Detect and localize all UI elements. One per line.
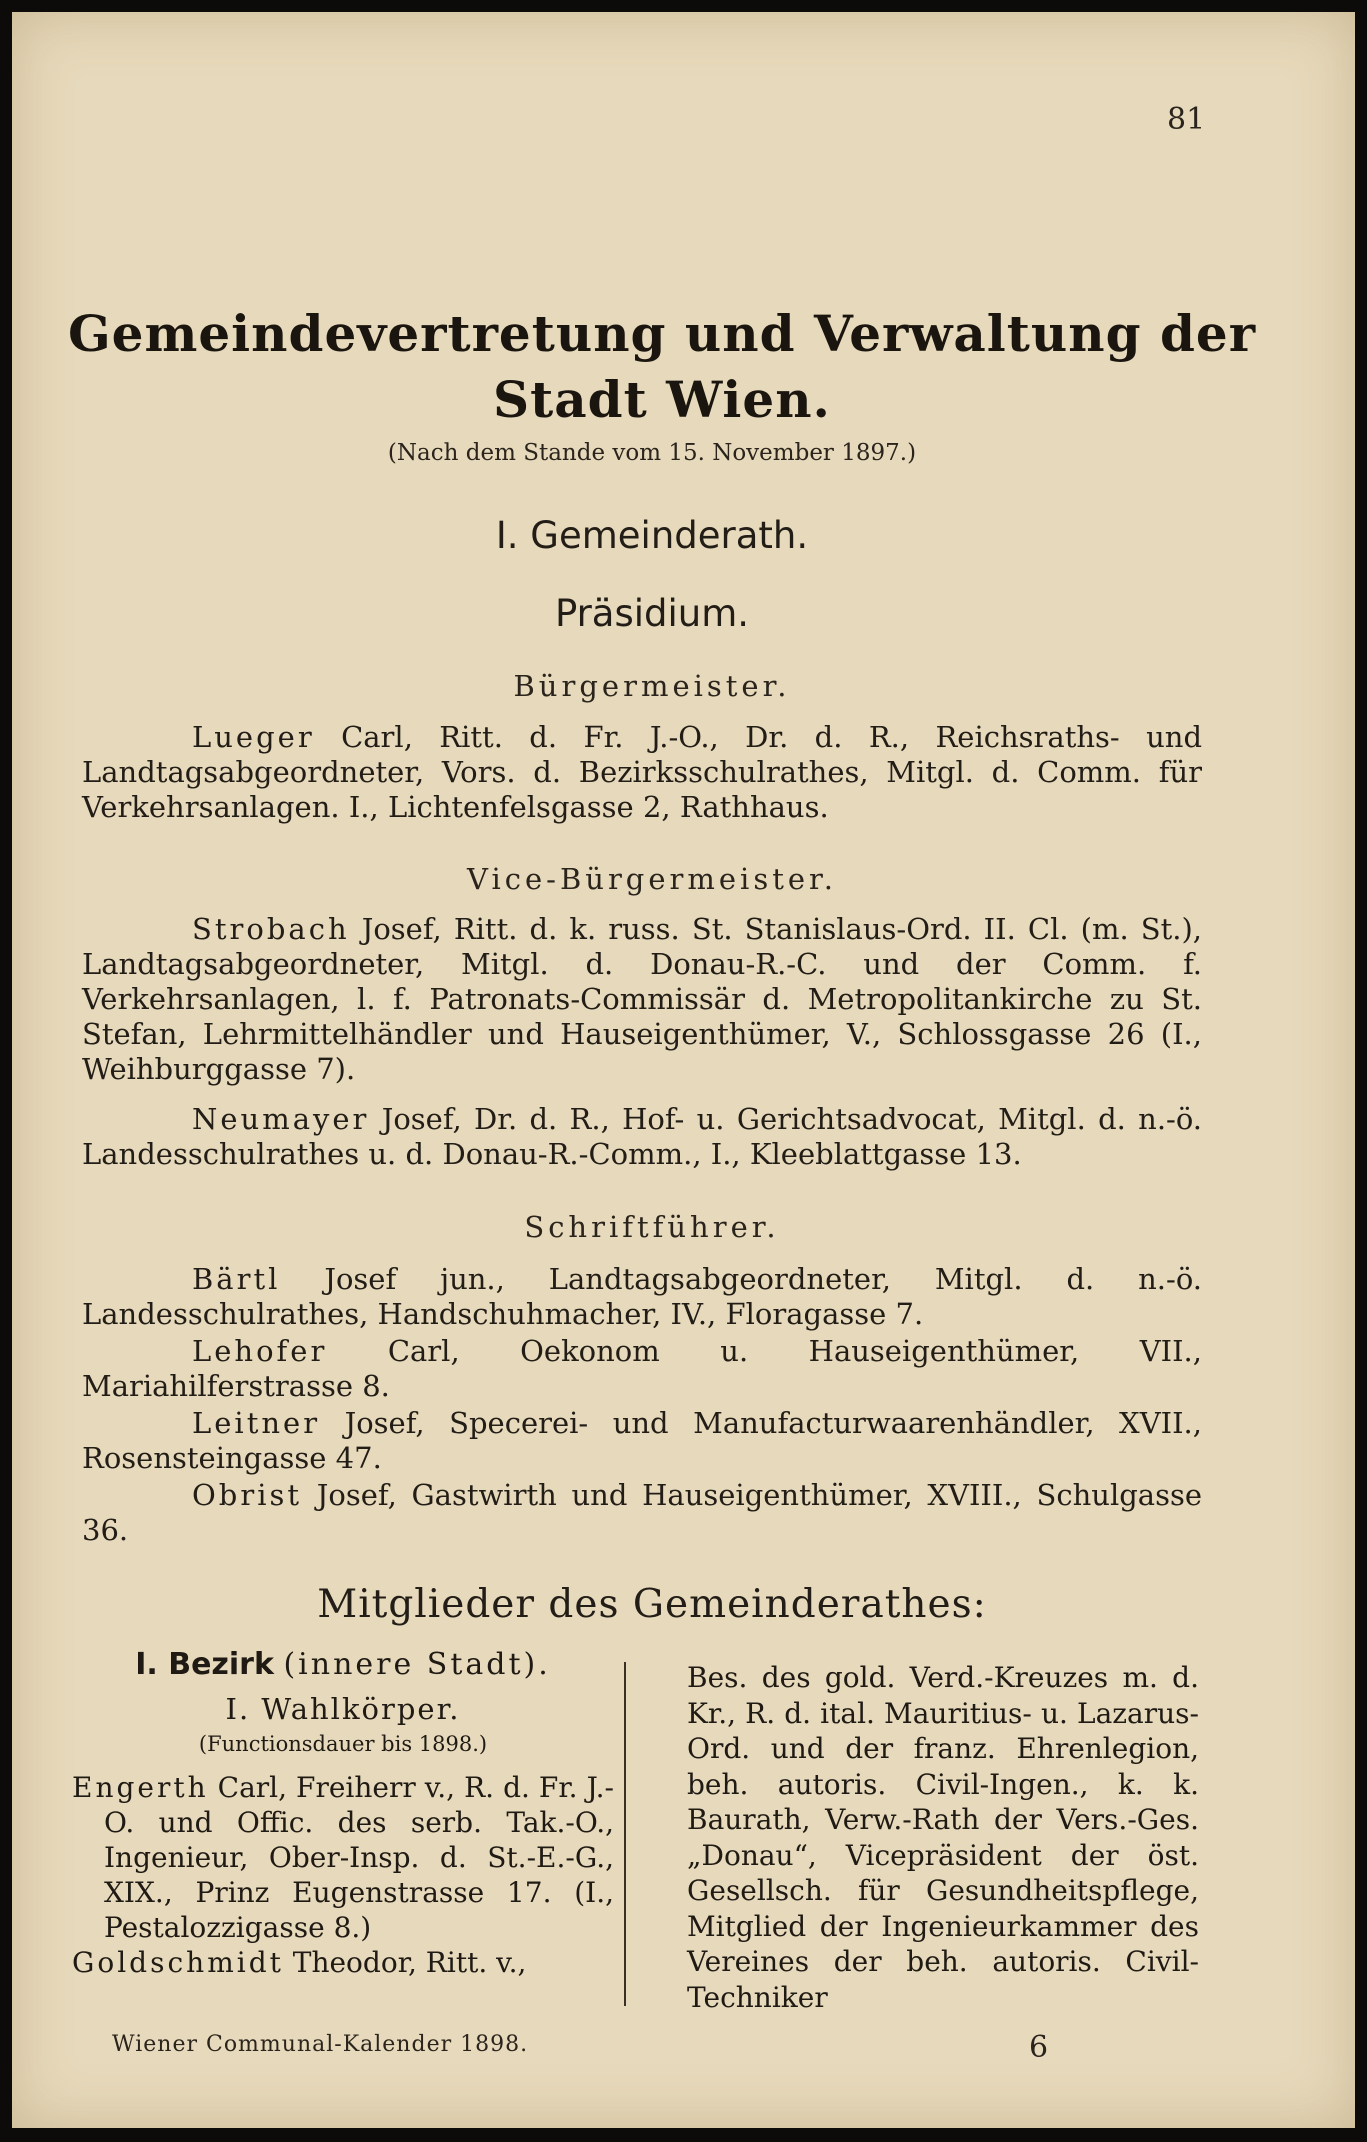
person-details: Josef jun., Landtagsabgeordneter, Mitgl. d. n.-ö. Landesschulrathes, Handschuhmacher, IV., Floragasse 7. — [82, 1262, 1202, 1331]
person-details: Theodor, Ritt. v., — [292, 1946, 527, 1979]
person-name: Bärtl — [192, 1262, 281, 1296]
title-line-2: Stadt Wien. — [493, 370, 831, 429]
subtitle-date: (Nach dem Stande vom 15. November 1897.) — [387, 440, 917, 466]
person-details: Josef, Specerei- und Manufacturwaarenhändler, XVII., Rosensteingasse 47. — [82, 1406, 1202, 1475]
person-details: Josef, Ritt. d. k. russ. St. Stanislaus-Ord. II. Cl. (m. St.), Landtagsabgeordneter, Mitgl. d. Donau-R.-C. und der Comm. f. Verkehrsanlagen, l. f. Patronats-Commissär d. Metropolitankirche zu St. Stefan, Lehrmittelhändler und Hauseigenthümer, V., Schlossgasse 26 (I., Weihburggasse 7). — [82, 912, 1202, 1086]
buergermeister-entry — [82, 720, 1202, 825]
vice-buergermeister-entry — [82, 912, 1202, 1087]
functionsdauer-note: (Functionsdauer bis 1898.) — [198, 1732, 488, 1756]
schriftfuehrer-entry — [82, 1406, 1202, 1476]
section-heading: I. Gemeinderath. — [495, 514, 809, 557]
schriftfuehrer-entry — [82, 1334, 1202, 1404]
buergermeister-heading: Bürgermeister. — [513, 669, 791, 703]
district-heading — [72, 1647, 614, 1682]
vice-buergermeister-heading: Vice-Bürgermeister. — [467, 862, 837, 896]
person-details: Carl, Freiherr v., R. d. Fr. J.-O. und Offic. des serb. Tak.-O., Ingenieur, Ober-Insp. d. St.-E.-G., XIX., Prinz Eugenstrasse 17. (I., Pestalozzigasse 8.) — [104, 1771, 615, 1944]
member-list — [72, 1770, 614, 1980]
title-line-1: Gemeindevertretung und Verwaltung der — [67, 304, 1257, 363]
person-details: Carl, Oekonom u. Hauseigenthümer, VII., Mariahilferstrasse 8. — [82, 1334, 1202, 1403]
members-heading: Mitglieder des Gemeinderathes: — [317, 1582, 987, 1627]
person-name: Lehofer — [192, 1334, 328, 1368]
person-details: Josef, Gastwirth und Hauseigenthümer, XVIII., Schulgasse 36. — [82, 1478, 1203, 1547]
person-name: Strobach — [192, 912, 350, 946]
sheet-number: 6 — [1029, 2030, 1049, 2065]
person-name: Leitner — [192, 1406, 321, 1440]
person-name: Lueger — [192, 720, 315, 754]
person-name: Obrist — [192, 1478, 303, 1512]
person-name: Engerth — [72, 1771, 209, 1804]
subsection-heading: Präsidium. — [554, 592, 750, 635]
person-details: Josef, Dr. d. R., Hof- u. Gerichtsadvocat, Mitgl. d. n.-ö. Landesschulrathes u. d. Donau-R.-Comm., I., Kleeblattgasse 13. — [82, 1102, 1203, 1171]
schriftfuehrer-entry — [82, 1478, 1202, 1548]
list-item — [72, 1770, 614, 1945]
document-page — [12, 12, 1355, 2128]
vice-buergermeister-entry — [82, 1102, 1202, 1172]
wahlkoerper-heading: I. Wahlkörper. — [225, 1692, 461, 1726]
person-details: Carl, Ritt. d. Fr. J.-O., Dr. d. R., Reichsraths- und Landtagsabgeordneter, Vors. d. Bezirksschulrathes, Mitgl. d. Comm. für Verkehrsanlagen. I., Lichtenfelsgasse 2, Rathhaus. — [82, 720, 1203, 824]
list-item — [72, 1945, 614, 1980]
footer-title: Wiener Communal-Kalender 1898. — [112, 2032, 529, 2057]
person-name: Goldschmidt — [72, 1946, 284, 1979]
district-detail: (innere Stadt). — [283, 1647, 551, 1682]
left-column — [72, 1647, 614, 1980]
district-label: I. Bezirk — [135, 1647, 274, 1682]
page-number: 81 — [1167, 102, 1206, 137]
continued-entry-text: Bes. des gold. Verd.-Kreuzes m. d. Kr., R. d. ital. Mauritius- u. Lazarus-Ord. und der franz. Ehrenlegion, beh. autoris. Civil-Ingen., k. k. Baurath, Verw.-Rath der Vers.-Ges. „Donau“, Vicepräsident der öst. Gesellsch. für Gesundheitspflege, Mitglied der Ingenieurkammer des Vereines der beh. autoris. Civil-Techniker — [687, 1661, 1199, 2014]
right-column — [687, 1660, 1199, 2015]
schriftfuehrer-entry — [82, 1262, 1202, 1332]
schriftfuehrer-heading: Schriftführer. — [524, 1210, 780, 1244]
column-divider — [624, 1662, 626, 2006]
person-name: Neumayer — [192, 1102, 370, 1136]
